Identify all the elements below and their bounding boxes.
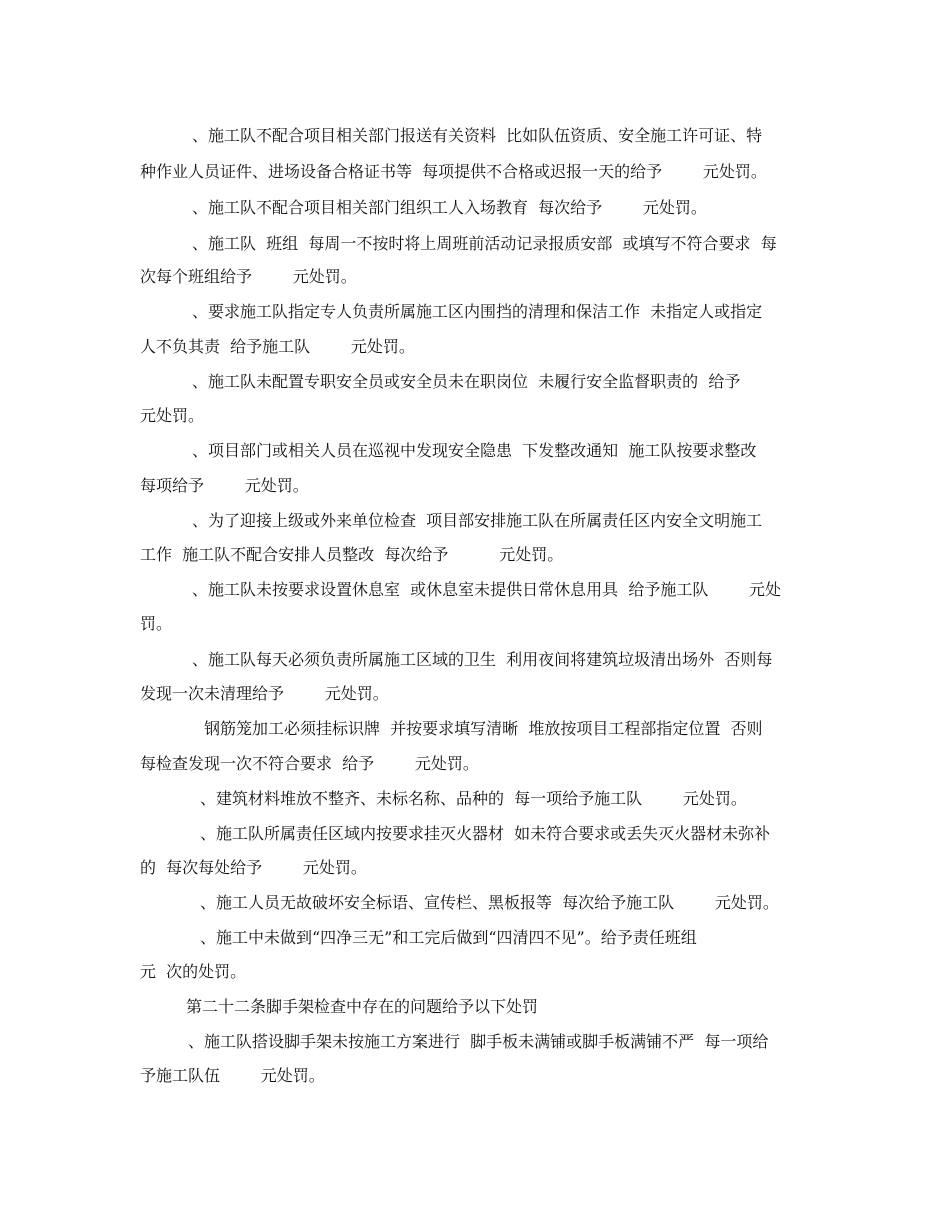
text-line: 工作 施工队不配合安排人员整改 每次给予 元处罚。 [140, 545, 564, 564]
text-line: 第二十二条脚手架检查中存在的问题给予以下处罚 [186, 997, 539, 1016]
text-line: 种作业人员证件、进场设备合格证书等 每项提供不合格或迟报一天的给予 元处罚。 [140, 162, 767, 181]
text-line: 发现一次未清理给予 元处罚。 [140, 684, 389, 703]
text-line: 、施工人员无故破坏安全标语、宣传栏、黑板报等 每次给予施工队 元处罚。 [200, 893, 779, 912]
text-line: 的 每次每处给予 元处罚。 [140, 858, 367, 877]
text-line: 、项目部门或相关人员在巡视中发现安全隐患 下发整改通知 施工队按要求整改 [192, 441, 757, 460]
text-line: 、施工队不配合项目相关部门报送有关资料 比如队伍资质、安全施工许可证、特 [192, 126, 763, 145]
text-line: 、施工队未按要求设置休息室 或休息室未提供日常休息用具 给予施工队 元处 [192, 580, 782, 599]
text-line: 、施工队不配合项目相关部门组织工人入场教育 每次给予 元处罚。 [192, 198, 707, 217]
text-line: 、施工队 班组 每周一不按时将上周班前活动记录报质安部 或填写不符合要求 每 [192, 234, 777, 253]
text-line: 、施工队未配置专职安全员或安全员未在职岗位 未履行安全监督职责的 给予 [192, 372, 741, 391]
text-line: 元 次的处罚。 [140, 962, 247, 981]
text-line: 每项给予 元处罚。 [140, 476, 309, 495]
text-line: 钢筋笼加工必须挂标识牌 并按要求填写清晰 堆放按项目工程部指定位置 否则 [204, 719, 763, 738]
text-line: 元处罚。 [140, 406, 205, 425]
text-line: 予施工队伍 元处罚。 [140, 1066, 325, 1085]
text-line: 、要求施工队指定专人负责所属施工区内围挡的清理和保洁工作 未指定人或指定 [192, 302, 763, 321]
text-line: 罚。 [140, 614, 173, 633]
text-line: 人不负其责 给予施工队 元处罚。 [140, 337, 415, 356]
text-line: 、建筑材料堆放不整齐、未标名称、品种的 每一项给予施工队 元处罚。 [200, 789, 747, 808]
text-line: 、施工队搭设脚手架未按施工方案进行 脚手板未满铺或脚手板满铺不严 每一项给 [188, 1032, 769, 1051]
text-line: 、为了迎接上级或外来单位检查 项目部安排施工队在所属责任区内安全文明施工 [192, 511, 763, 530]
text-line: 每检查发现一次不符合要求 给予 元处罚。 [140, 754, 479, 773]
text-line: 、施工队每天必须负责所属施工区域的卫生 利用夜间将建筑垃圾清出场外 否则每 [192, 650, 773, 669]
text-line: 次每个班组给予 元处罚。 [140, 267, 357, 286]
text-line: 、施工中未做到“四净三无”和工完后做到“四清四不见”。给予责任班组 [200, 928, 697, 947]
text-line: 、施工队所属责任区域内按要求挂灭火器材 如未符合要求或丢失灭火器材未弥补 [200, 824, 771, 843]
